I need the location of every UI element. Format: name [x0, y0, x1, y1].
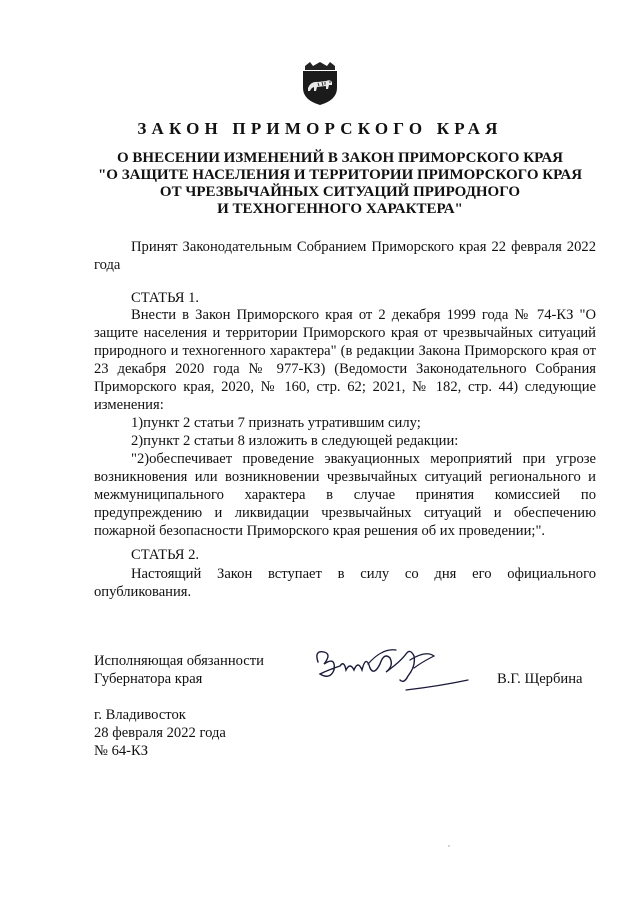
- article-2-title: СТАТЬЯ 2.: [131, 547, 200, 563]
- handwritten-signature: [310, 640, 480, 700]
- article-1-intro: Внести в Закон Приморского края от 2 декабря 1999 года № 74-КЗ "О защите населения и территории Приморского края от чрезвычайных ситуаций природного и техногенного характера" (в редакции Закона Приморского края от 23 декабря 2020 года № 977-КЗ) (Ведомости Законодательного Собрания Приморского края, 2020, № 160, стр. 62; 2021, № 182, стр. 44) следующие изменения:: [94, 307, 596, 413]
- date: 28 февраля 2022 года: [94, 725, 226, 741]
- position-line: Губернатора края: [94, 671, 203, 687]
- article-1-item-2: 2)пункт 2 статьи 8 изложить в следующей редакции:: [131, 433, 459, 449]
- signatory-position: [94, 652, 264, 688]
- law-title: ЗАКОН ПРИМОРСКОГО КРАЯ: [137, 119, 503, 138]
- heading-line: О ВНЕСЕНИИ ИЗМЕНЕНИЙ В ЗАКОН ПРИМОРСКОГО КРАЯ: [117, 150, 563, 166]
- article-1-body: [94, 306, 596, 540]
- place-date-number: [94, 706, 226, 760]
- scan-speck: [448, 845, 450, 847]
- law-heading: [92, 150, 588, 218]
- adoption-statement: Принят Законодательным Собранием Приморского края 22 февраля 2022 года: [94, 239, 596, 273]
- article-1-item-1: 1)пункт 2 статьи 7 признать утратившим силу;: [131, 415, 421, 431]
- primorsky-krai-coat-of-arms-icon: [299, 60, 341, 106]
- law-number: № 64-КЗ: [94, 743, 149, 759]
- article-1-quoted-text: "2)обеспечивает проведение эвакуационных мероприятий при угрозе возникновения или возникновении чрезвычайных ситуаций регионального и межмуниципального характера в случае принятия комиссией по предупреждению и ликвидации чрезвычайных ситуаций и обеспечению пожарной безопасности Приморского края решения об их проведении;".: [94, 451, 596, 539]
- heading-line: ОТ ЧРЕЗВЫЧАЙНЫХ СИТУАЦИЙ ПРИРОДНОГО: [159, 184, 521, 200]
- signatory-name: В.Г. Щербина: [497, 671, 583, 687]
- article-1-title: СТАТЬЯ 1.: [131, 290, 200, 306]
- article-2-body: Настоящий Закон вступает в силу со дня его официального опубликования.: [94, 566, 596, 600]
- position-line: Исполняющая обязанности: [94, 653, 264, 669]
- heading-line: И ТЕХНОГЕННОГО ХАРАКТЕРА": [217, 201, 463, 217]
- city: г. Владивосток: [94, 707, 186, 723]
- heading-line: "О ЗАЩИТЕ НАСЕЛЕНИЯ И ТЕРРИТОРИИ ПРИМОРСКОГО КРАЯ: [97, 167, 583, 183]
